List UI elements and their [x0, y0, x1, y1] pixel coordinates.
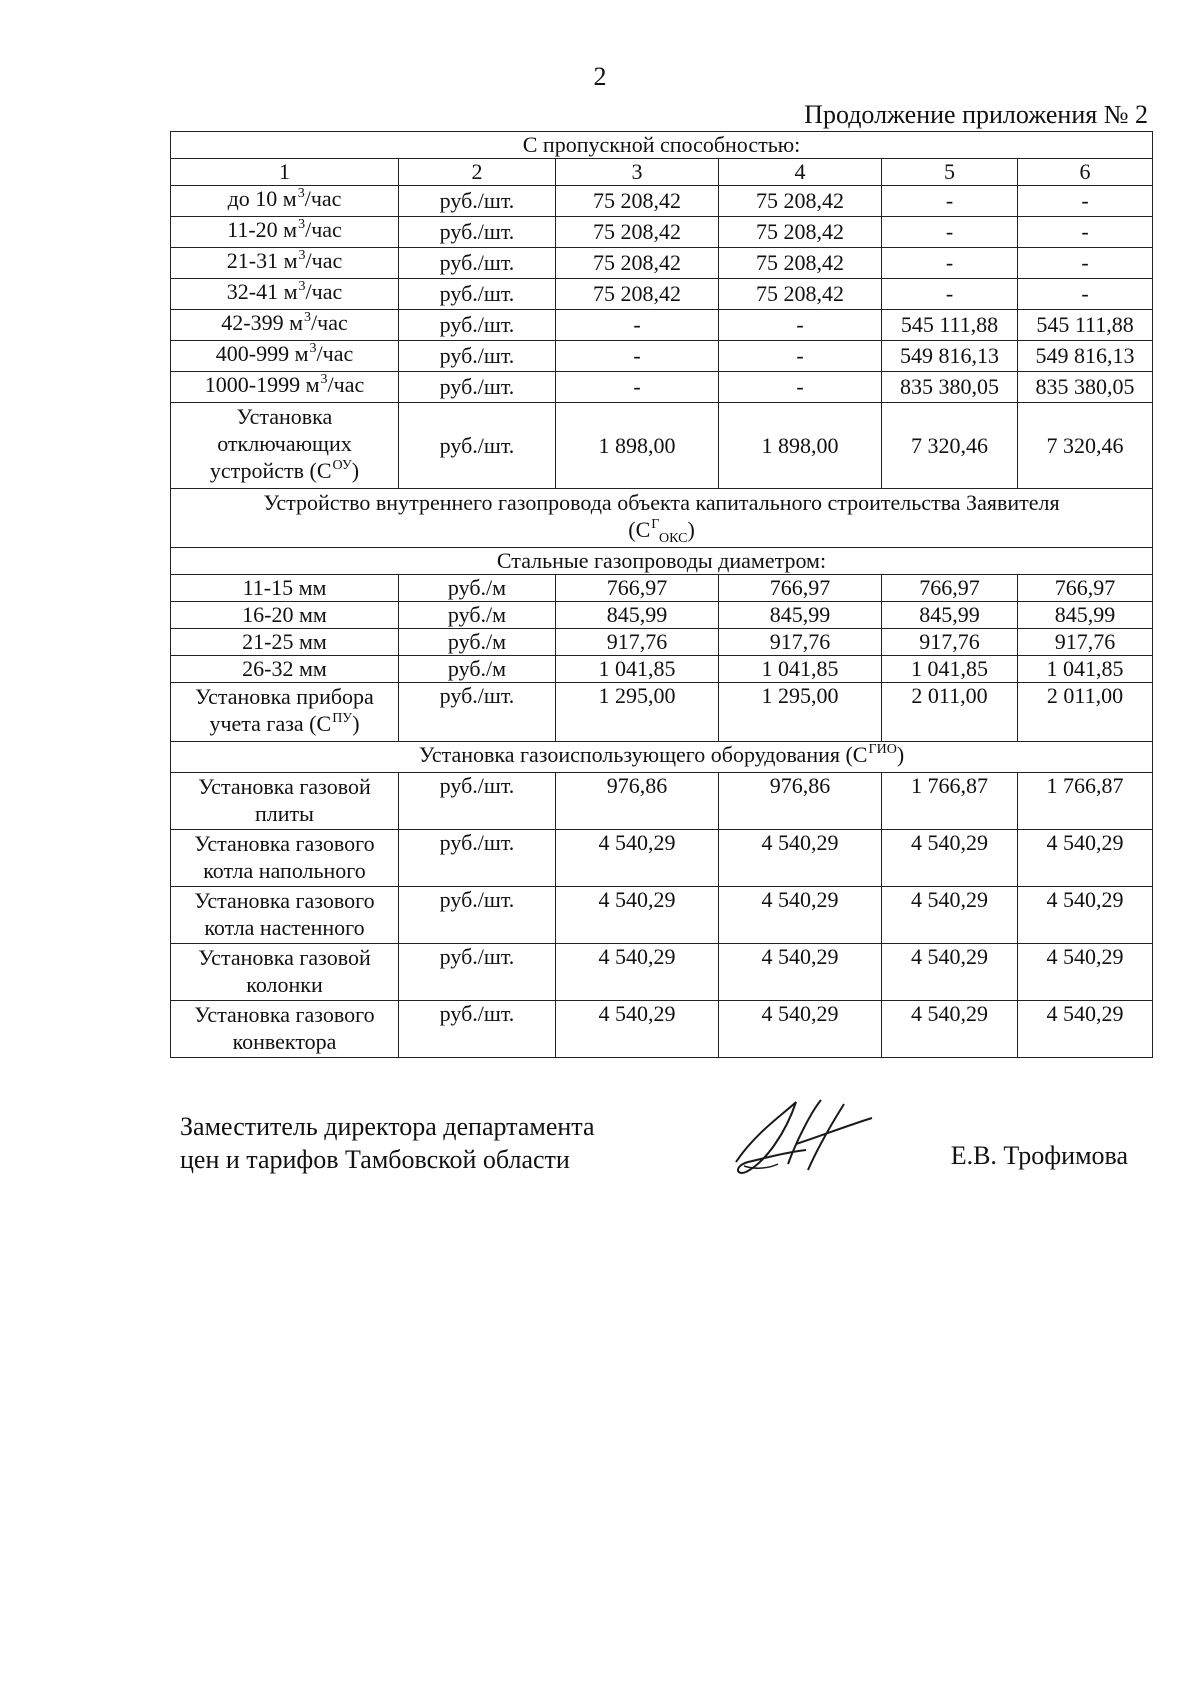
signatory-position-line2: цен и тарифов Тамбовской области [180, 1145, 570, 1174]
cell-v5: 4 540,29 [882, 887, 1018, 944]
cell-unit: руб./м [399, 656, 556, 683]
cell-v5: 7 320,46 [882, 403, 1018, 489]
capacity-range: 32-41 м [226, 279, 298, 304]
capacity-range: 1000-1999 м [204, 372, 320, 397]
cell-v4: 1 041,85 [719, 656, 882, 683]
cell-v3: 4 540,29 [556, 887, 719, 944]
table-row [171, 1001, 1153, 1058]
capacity-label [171, 186, 399, 217]
closing-paren: ) [687, 517, 695, 542]
column-number: 6 [1018, 159, 1153, 186]
equipment-label: Установка газового котла настенного [171, 887, 399, 944]
cell-v4: - [719, 341, 882, 372]
cell-unit: руб./шт. [399, 279, 556, 310]
equipment-label: Установка газового котла напольного [171, 830, 399, 887]
cell-v3: 766,97 [556, 575, 719, 602]
steel-diameter-label: 11-15 мм [171, 575, 399, 602]
column-number: 4 [719, 159, 882, 186]
table-row [171, 132, 1153, 159]
equipment-label: Установка газовой плиты [171, 773, 399, 830]
cell-unit: руб./шт. [399, 773, 556, 830]
capacity-range: 11-20 м [227, 217, 298, 242]
cell-unit: руб./шт. [399, 217, 556, 248]
table-row [171, 602, 1153, 629]
cell-v3: 976,86 [556, 773, 719, 830]
cell-v3: 75 208,42 [556, 217, 719, 248]
cell-v6: 917,76 [1018, 629, 1153, 656]
capacity-label [171, 372, 399, 403]
cell-unit: руб./шт. [399, 887, 556, 944]
cell-v6: 2 011,00 [1018, 683, 1153, 742]
cell-v4: 75 208,42 [719, 279, 882, 310]
equipment-label: Установка газовой колонки [171, 944, 399, 1001]
cell-v4: 4 540,29 [719, 1001, 882, 1058]
table-row [171, 279, 1153, 310]
steel-diameter-label: 21-25 мм [171, 629, 399, 656]
cell-v4: 4 540,29 [719, 944, 882, 1001]
cell-v6: 835 380,05 [1018, 372, 1153, 403]
continuation-title: Продолжение приложения № 2 [804, 100, 1148, 129]
capacity-unit: /час [316, 341, 354, 366]
cell-unit: руб./шт. [399, 341, 556, 372]
section-capacity-heading: С пропускной способностью: [171, 132, 1153, 159]
table-row [171, 629, 1153, 656]
cell-v4: 845,99 [719, 602, 882, 629]
section-steel-heading: Стальные газопроводы диаметром: [171, 548, 1153, 575]
cell-v4: 4 540,29 [719, 887, 882, 944]
capacity-label [171, 217, 399, 248]
cell-v6: 549 816,13 [1018, 341, 1153, 372]
cell-v4: 766,97 [719, 575, 882, 602]
table-row [171, 186, 1153, 217]
table-row [171, 548, 1153, 575]
cell-v6: 4 540,29 [1018, 1001, 1153, 1058]
cell-v5: - [882, 186, 1018, 217]
cell-v5: 545 111,88 [882, 310, 1018, 341]
tariff-table-body [171, 132, 1153, 1058]
shutoff-label [171, 403, 399, 489]
column-number: 5 [882, 159, 1018, 186]
cell-v4: 1 295,00 [719, 683, 882, 742]
capacity-range: 21-31 м [226, 248, 298, 273]
capacity-unit: /час [304, 186, 342, 211]
cell-v5: 835 380,05 [882, 372, 1018, 403]
cell-v4: 75 208,42 [719, 248, 882, 279]
section-internal-sup: Г [651, 517, 660, 532]
cell-v3: 4 540,29 [556, 1001, 719, 1058]
cell-v5: 766,97 [882, 575, 1018, 602]
cubic-exponent: 3 [298, 217, 306, 232]
table-row [171, 773, 1153, 830]
cell-v6: - [1018, 279, 1153, 310]
cell-v3: 1 041,85 [556, 656, 719, 683]
column-number: 1 [171, 159, 399, 186]
cell-v6: 845,99 [1018, 602, 1153, 629]
cell-v3: 4 540,29 [556, 944, 719, 1001]
section-equipment-heading [171, 742, 1153, 773]
cell-unit: руб./шт. [399, 683, 556, 742]
capacity-range: 42-399 м [221, 310, 304, 335]
section-equipment-text: Установка газоиспользующего оборудования (C [418, 742, 868, 767]
cell-unit: руб./шт. [399, 944, 556, 1001]
tariff-table [170, 131, 1153, 1058]
steel-diameter-label: 16-20 мм [171, 602, 399, 629]
cell-v4: 4 540,29 [719, 830, 882, 887]
cell-v4: 75 208,42 [719, 217, 882, 248]
table-row [171, 310, 1153, 341]
cell-v5: 1 041,85 [882, 656, 1018, 683]
cubic-exponent: 3 [320, 372, 328, 387]
signatory-position-line1: Заместитель директора департамента [180, 1112, 595, 1141]
closing-paren: ) [352, 711, 360, 736]
table-row [171, 944, 1153, 1001]
cell-v5: 1 766,87 [882, 773, 1018, 830]
cell-v6: 766,97 [1018, 575, 1153, 602]
cell-unit: руб./шт. [399, 830, 556, 887]
cell-unit: руб./шт. [399, 403, 556, 489]
cell-v3: 4 540,29 [556, 830, 719, 887]
capacity-label [171, 341, 399, 372]
cell-v5: - [882, 279, 1018, 310]
cell-v4: 917,76 [719, 629, 882, 656]
cell-v5: - [882, 217, 1018, 248]
page-number: 2 [593, 62, 607, 91]
cell-unit: руб./шт. [399, 310, 556, 341]
cell-v6: - [1018, 186, 1153, 217]
cell-v5: 4 540,29 [882, 944, 1018, 1001]
capacity-unit: /час [327, 372, 365, 397]
cubic-exponent: 3 [297, 186, 305, 201]
table-row [171, 159, 1153, 186]
cubic-exponent: 3 [309, 341, 317, 356]
cell-v6: 1 766,87 [1018, 773, 1153, 830]
table-row [171, 683, 1153, 742]
cell-v4: 75 208,42 [719, 186, 882, 217]
cubic-exponent: 3 [298, 248, 306, 263]
section-internal-heading [171, 489, 1153, 548]
cell-v4: 1 898,00 [719, 403, 882, 489]
cubic-exponent: 3 [298, 279, 306, 294]
table-row [171, 656, 1153, 683]
table-row [171, 489, 1153, 548]
signatory-position [180, 1110, 595, 1176]
shutoff-label-text: Установка отключающих устройств (C [209, 404, 352, 483]
table-row [171, 575, 1153, 602]
cell-v3: 75 208,42 [556, 279, 719, 310]
meter-label [171, 683, 399, 742]
cell-v5: 917,76 [882, 629, 1018, 656]
shutoff-label-sup: ОУ [332, 458, 352, 473]
capacity-unit: /час [305, 248, 343, 273]
table-row [171, 341, 1153, 372]
cell-unit: руб./м [399, 575, 556, 602]
cell-v3: - [556, 341, 719, 372]
section-equipment-sup: ГИО [868, 742, 897, 757]
cell-v4: 976,86 [719, 773, 882, 830]
equipment-label: Установка газового конвектора [171, 1001, 399, 1058]
table-row [171, 742, 1153, 773]
section-internal-sub: ОКС [659, 531, 688, 546]
cell-v6: 545 111,88 [1018, 310, 1153, 341]
cell-unit: руб./шт. [399, 372, 556, 403]
cell-v5: - [882, 248, 1018, 279]
cell-unit: руб./шт. [399, 248, 556, 279]
cell-v4: - [719, 310, 882, 341]
cell-v3: 1 295,00 [556, 683, 719, 742]
cell-v3: 75 208,42 [556, 248, 719, 279]
table-row [171, 217, 1153, 248]
column-number: 3 [556, 159, 719, 186]
cell-unit: руб./шт. [399, 1001, 556, 1058]
cell-v6: 4 540,29 [1018, 830, 1153, 887]
cell-v6: 4 540,29 [1018, 944, 1153, 1001]
cell-v3: 1 898,00 [556, 403, 719, 489]
cell-v6: 4 540,29 [1018, 887, 1153, 944]
meter-label-sup: ПУ [332, 711, 353, 726]
table-row [171, 887, 1153, 944]
cell-v5: 845,99 [882, 602, 1018, 629]
cell-unit: руб./шт. [399, 186, 556, 217]
capacity-unit: /час [305, 279, 343, 304]
capacity-range: 400-999 м [215, 341, 309, 366]
table-row [171, 372, 1153, 403]
capacity-range: до 10 м [227, 186, 297, 211]
cell-unit: руб./м [399, 629, 556, 656]
section-internal-sym: (C [628, 517, 651, 542]
column-number: 2 [399, 159, 556, 186]
closing-paren: ) [896, 742, 905, 767]
cell-v5: 4 540,29 [882, 830, 1018, 887]
cell-v6: - [1018, 248, 1153, 279]
cell-v3: 845,99 [556, 602, 719, 629]
section-internal-text: Устройство внутреннего газопровода объекта капитального строительства Заявителя [263, 490, 1060, 515]
cell-unit: руб./м [399, 602, 556, 629]
capacity-unit: /час [311, 310, 348, 335]
meter-label-text: Установка прибора учета газа (C [195, 684, 374, 736]
capacity-label [171, 310, 399, 341]
table-row [171, 830, 1153, 887]
cell-v6: 7 320,46 [1018, 403, 1153, 489]
closing-paren: ) [351, 458, 360, 483]
table-row [171, 248, 1153, 279]
cell-v3: 75 208,42 [556, 186, 719, 217]
steel-diameter-label: 26-32 мм [171, 656, 399, 683]
cell-v5: 2 011,00 [882, 683, 1018, 742]
cubic-exponent: 3 [304, 310, 312, 325]
capacity-unit: /час [305, 217, 342, 242]
handwritten-signature [726, 1092, 876, 1182]
capacity-label [171, 248, 399, 279]
signatory-name: Е.В. Трофимова [950, 1141, 1128, 1170]
cell-v3: - [556, 372, 719, 403]
cell-v6: 1 041,85 [1018, 656, 1153, 683]
capacity-label [171, 279, 399, 310]
table-row [171, 403, 1153, 489]
cell-v5: 549 816,13 [882, 341, 1018, 372]
cell-v5: 4 540,29 [882, 1001, 1018, 1058]
cell-v3: - [556, 310, 719, 341]
cell-v6: - [1018, 217, 1153, 248]
cell-v3: 917,76 [556, 629, 719, 656]
cell-v4: - [719, 372, 882, 403]
